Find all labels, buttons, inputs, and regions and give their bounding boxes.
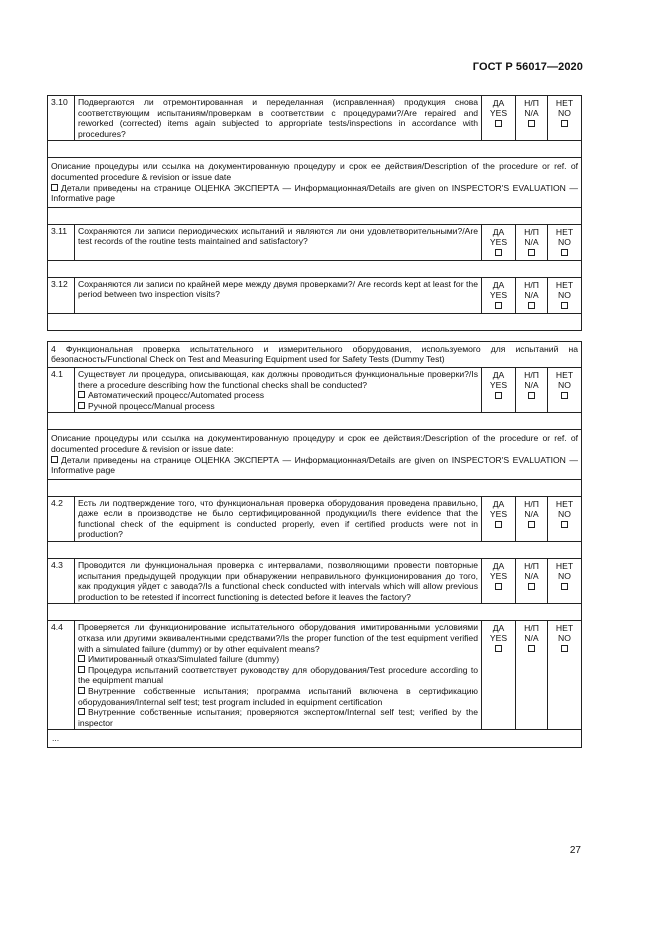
item-number: 4.3 bbox=[48, 559, 75, 604]
no-label-en: NO bbox=[558, 633, 571, 644]
inspection-table bbox=[47, 95, 582, 748]
question-text: Проводится ли функциональная проверка с интервалами, позволяющими провести повторные испытания предыдущей продукции при обнаружении неправильного функционирования до того, как продукция уйдет с завода?/Is a functional check conducted with intervals which will allow previous production to be retested if incorrect functioning is detected before it leaves the factory? bbox=[75, 559, 482, 604]
answer-yes[interactable] bbox=[482, 559, 516, 604]
answer-na[interactable] bbox=[516, 559, 548, 604]
item-number: 4.2 bbox=[48, 496, 75, 541]
question-row-4-2 bbox=[48, 496, 582, 541]
option-label: Ручной процесс/Manual process bbox=[88, 400, 215, 411]
yes-label-ru: ДА bbox=[492, 226, 505, 237]
no-checkbox[interactable] bbox=[561, 583, 568, 590]
na-label-en: N/A bbox=[524, 633, 539, 644]
question-row-4-1 bbox=[48, 367, 582, 412]
spacer-row bbox=[48, 260, 582, 277]
no-label-ru: НЕТ bbox=[555, 279, 574, 290]
option-label: Автоматический процесс/Automated process bbox=[88, 390, 265, 401]
answer-na[interactable] bbox=[516, 96, 548, 141]
yes-label-en: YES bbox=[489, 289, 508, 300]
no-label-en: NO bbox=[558, 289, 571, 300]
answer-yes[interactable] bbox=[482, 367, 516, 412]
answer-na[interactable] bbox=[516, 621, 548, 730]
na-checkbox[interactable] bbox=[528, 645, 535, 652]
question-row-3-11 bbox=[48, 224, 582, 260]
section-4-header bbox=[48, 341, 582, 367]
procedure-description-text: Описание процедуры или ссылка на документированную процедуру и срок ее действия/Description of the procedure or ref. of documented procedure & revision or issue date bbox=[51, 161, 578, 182]
answer-yes[interactable] bbox=[482, 496, 516, 541]
option-checkbox[interactable] bbox=[78, 708, 85, 715]
yes-label-ru: ДА bbox=[492, 623, 505, 634]
spacer-row bbox=[48, 330, 582, 341]
yes-label-en: YES bbox=[489, 236, 508, 247]
answer-yes[interactable] bbox=[482, 277, 516, 313]
na-checkbox[interactable] bbox=[528, 583, 535, 590]
na-checkbox[interactable] bbox=[528, 249, 535, 256]
na-checkbox[interactable] bbox=[528, 302, 535, 309]
no-label-en: NO bbox=[558, 108, 571, 118]
yes-label-en: YES bbox=[489, 508, 508, 519]
no-label-ru: НЕТ bbox=[555, 561, 574, 572]
answer-no[interactable] bbox=[548, 367, 582, 412]
no-checkbox[interactable] bbox=[561, 392, 568, 399]
item-number: 4.1 bbox=[48, 367, 75, 412]
option-label: Внутренние собственные испытания; программа испытаний включена в сертификацию оборудования/Internal self test; test program included in equipment certification bbox=[78, 686, 478, 707]
na-label-en: N/A bbox=[524, 108, 539, 118]
description-row-3-10 bbox=[48, 158, 582, 207]
option-checkbox[interactable] bbox=[78, 402, 85, 409]
item-number: 4.4 bbox=[48, 621, 75, 730]
question-text: Сохраняются ли записи периодических испытаний и являются ли они удовлетворительными?/Are test records of the routine tests maintained and satisfactory? bbox=[75, 224, 482, 260]
details-checkbox[interactable] bbox=[51, 184, 58, 191]
option-checkbox[interactable] bbox=[78, 666, 85, 673]
yes-label-ru: ДА bbox=[492, 98, 505, 108]
option-label: Внутренние собственные испытания; проверяются экспертом/Internal self test; verified by the inspector bbox=[78, 707, 478, 728]
spacer-row bbox=[48, 207, 582, 224]
no-label-en: NO bbox=[558, 236, 571, 247]
yes-label-en: YES bbox=[489, 633, 508, 644]
na-label-ru: Н/П bbox=[524, 498, 539, 509]
no-checkbox[interactable] bbox=[561, 645, 568, 652]
yes-checkbox[interactable] bbox=[495, 302, 502, 309]
details-checkbox[interactable] bbox=[51, 456, 58, 463]
spacer-row bbox=[48, 141, 582, 158]
na-label-ru: Н/П bbox=[524, 369, 539, 380]
yes-label-en: YES bbox=[489, 108, 508, 118]
question-row-3-12 bbox=[48, 277, 582, 313]
no-label-ru: НЕТ bbox=[555, 98, 574, 108]
question-row-4-3 bbox=[48, 559, 582, 604]
option-checkbox[interactable] bbox=[78, 391, 85, 398]
no-label-ru: НЕТ bbox=[555, 369, 574, 380]
na-label-en: N/A bbox=[524, 236, 539, 247]
na-label-ru: Н/П bbox=[524, 226, 539, 237]
section-title: 4 Функциональная проверка испытательного и измерительного оборудования, используемого для испытаний на безопасность/Functional Check on Test and Measuring Equipment used for Safety Tests (Dummy Test) bbox=[48, 341, 582, 367]
spacer-row bbox=[48, 479, 582, 496]
option-checkbox[interactable] bbox=[78, 655, 85, 662]
na-label-ru: Н/П bbox=[524, 98, 539, 108]
question-text: Проверяется ли функционирование испытательного оборудования имитированными условиями отказа или другими эквивалентными средствами?/Is the proper function of the test equipment verified with a simulated failure (dummy) or by other equivalent means? bbox=[78, 622, 478, 654]
na-label-en: N/A bbox=[524, 289, 539, 300]
no-label-ru: НЕТ bbox=[555, 498, 574, 509]
option-label: Процедура испытаний соответствует руководству для оборудования/Test procedure according to the equipment manual bbox=[78, 664, 478, 686]
yes-label-en: YES bbox=[489, 379, 508, 390]
yes-checkbox[interactable] bbox=[495, 583, 502, 590]
yes-checkbox[interactable] bbox=[495, 249, 502, 256]
answer-na[interactable] bbox=[516, 496, 548, 541]
spacer-row bbox=[48, 413, 582, 430]
answer-na[interactable] bbox=[516, 224, 548, 260]
na-checkbox[interactable] bbox=[528, 521, 535, 528]
answer-no[interactable] bbox=[548, 96, 582, 141]
no-label-ru: НЕТ bbox=[555, 623, 574, 634]
yes-label-en: YES bbox=[489, 571, 508, 582]
answer-yes[interactable] bbox=[482, 96, 516, 141]
spacer-row bbox=[48, 542, 582, 559]
document-header: ГОСТ Р 56017—2020 bbox=[472, 61, 583, 73]
item-number: 3.12 bbox=[48, 277, 75, 313]
na-label-ru: Н/П bbox=[524, 561, 539, 572]
continuation-row bbox=[48, 730, 582, 748]
answer-no[interactable] bbox=[548, 277, 582, 313]
answer-no[interactable] bbox=[548, 224, 582, 260]
no-checkbox[interactable] bbox=[561, 302, 568, 309]
no-label-en: NO bbox=[558, 571, 571, 582]
spacer-row bbox=[48, 604, 582, 621]
yes-label-ru: ДА bbox=[492, 498, 505, 509]
item-number: 3.10 bbox=[48, 96, 75, 141]
item-number: 3.11 bbox=[48, 224, 75, 260]
procedure-description-text: Описание процедуры или ссылка на документированную процедуру и срок ее действия:/Description of the procedure or ref. of documented procedure & revision or issue date: bbox=[51, 433, 578, 454]
answer-na[interactable] bbox=[516, 367, 548, 412]
yes-label-ru: ДА bbox=[492, 561, 505, 572]
no-checkbox[interactable] bbox=[561, 120, 568, 127]
yes-label-ru: ДА bbox=[492, 369, 505, 380]
question-text: Сохраняются ли записи по крайней мере между двумя проверками?/ Are records kept at least for the period between two inspection visits? bbox=[75, 277, 482, 313]
yes-checkbox[interactable] bbox=[495, 120, 502, 127]
answer-no[interactable] bbox=[548, 496, 582, 541]
yes-checkbox[interactable] bbox=[495, 521, 502, 528]
answer-no[interactable] bbox=[548, 559, 582, 604]
answer-yes[interactable] bbox=[482, 224, 516, 260]
question-row-4-4 bbox=[48, 621, 582, 730]
details-note: Детали приведены на странице ОЦЕНКА ЭКСПЕРТА — Информационная/Details are given on INSPECTOR'S EVALUATION — Informative page bbox=[51, 454, 578, 476]
na-label-en: N/A bbox=[524, 571, 539, 582]
na-checkbox[interactable] bbox=[528, 392, 535, 399]
no-checkbox[interactable] bbox=[561, 521, 568, 528]
answer-na[interactable] bbox=[516, 277, 548, 313]
question-text: Существует ли процедура, описывающая, как должны проводиться функциональные проверки?/Is there a procedure describing how the functional checks shall be conducted? bbox=[78, 368, 478, 390]
option-checkbox[interactable] bbox=[78, 687, 85, 694]
spacer-row bbox=[48, 313, 582, 330]
answer-no[interactable] bbox=[548, 621, 582, 730]
description-row-4-1 bbox=[48, 430, 582, 479]
question-text: Подвергаются ли отремонтированная и переделанная (исправленная) продукция снова соответствующим испытаниям/проверкам в соответствии с процедурами?/Are repaired and reworked (corrected) items again subjected to appropriate tests/inspections in accordance with procedures? bbox=[75, 96, 482, 141]
details-note: Детали приведены на странице ОЦЕНКА ЭКСПЕРТА — Информационная/Details are given on INSPECTOR'S EVALUATION — Informative page bbox=[51, 182, 578, 204]
no-label-ru: НЕТ bbox=[555, 226, 574, 237]
continuation-ellipsis: ... bbox=[48, 730, 582, 748]
na-checkbox[interactable] bbox=[528, 120, 535, 127]
no-label-en: NO bbox=[558, 508, 571, 519]
page-number: 27 bbox=[569, 845, 581, 856]
answer-yes[interactable] bbox=[482, 621, 516, 730]
question-text: Есть ли подтверждение того, что функциональная проверка оборудования проведена правильно, даже если в производстве не было сертифицированной продукции/Is there evidence that the functional check of the equipment is conducted properly, even if certified products were not in production? bbox=[75, 496, 482, 541]
yes-label-ru: ДА bbox=[492, 279, 505, 290]
question-row-3-10 bbox=[48, 96, 582, 141]
na-label-en: N/A bbox=[524, 508, 539, 519]
option-label: Имитированный отказ/Simulated failure (dummy) bbox=[88, 654, 280, 665]
no-checkbox[interactable] bbox=[561, 249, 568, 256]
na-label-ru: Н/П bbox=[524, 623, 539, 634]
na-label-ru: Н/П bbox=[524, 279, 539, 290]
yes-checkbox[interactable] bbox=[495, 392, 502, 399]
na-label-en: N/A bbox=[524, 379, 539, 390]
yes-checkbox[interactable] bbox=[495, 645, 502, 652]
no-label-en: NO bbox=[558, 379, 571, 390]
